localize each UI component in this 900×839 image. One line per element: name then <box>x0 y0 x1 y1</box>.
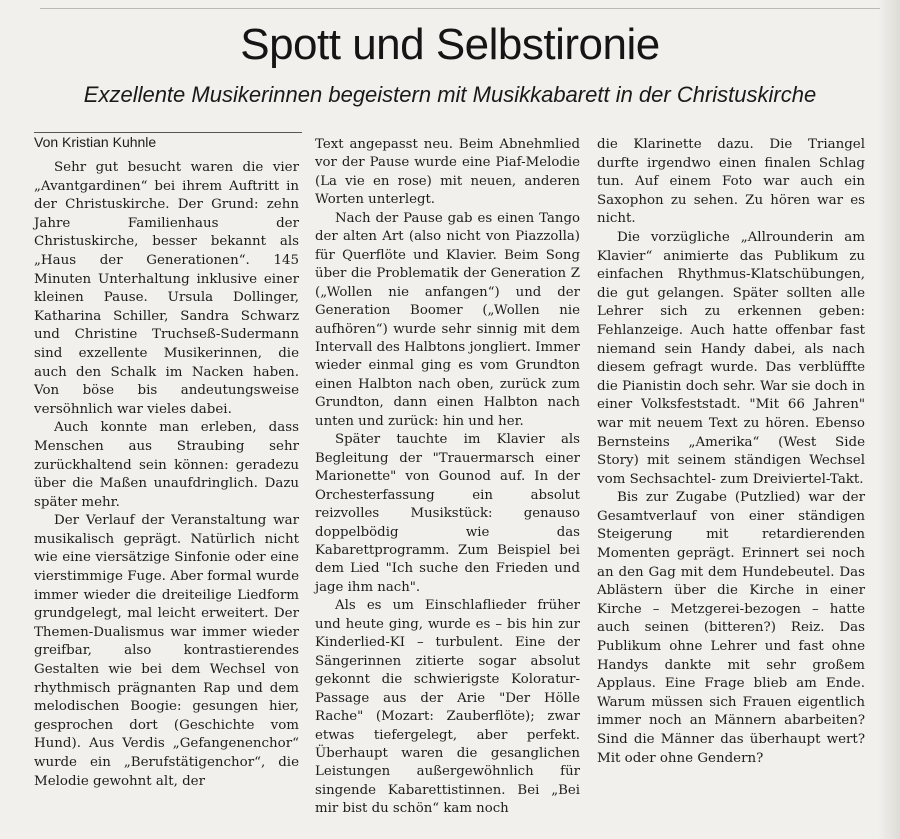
byline: Von Kristian Kuhnle <box>34 134 157 150</box>
paragraph: die Klarinette dazu. Die Triangel durfte irgendwo einen finalen Schlag tun. Auf einem Foto war auch ein Saxophon zu sehen. Zu hören war es nicht. <box>597 137 865 227</box>
paragraph: Nach der Pause gab es einen Tango der alten Art (also nicht von Piazzolla) für Querflöte und Klavier. Beim Song über die Problematik der Generation Z („Wollen nie anfangen“) und der Generation Boomer („Wollen nie aufhören“) wurde sehr sinnig mit dem Intervall des Halbtons jongliert. Immer wieder einmal ging es vom Grundton einen Halbton nach oben, zurück zum Grundton, dann einen Halbton nach unten und zurück: hin und her. <box>315 210 580 429</box>
subheadline: Exzellente Musikerinnen begeistern mit Musikkabarett in der Christuskirche <box>83 82 817 107</box>
paragraph: Text angepasst neu. Beim Abnehmlied vor der Pause wurde eine Piaf-Melodie (La vie en rose) mit neuen, anderen Worten unterlegt. <box>315 137 580 208</box>
page-edge-shadow <box>878 0 900 839</box>
paragraph: Später tauchte im Klavier als Begleitung der "Trauermarsch einer Marionette" von Gounod auf. In der Orchesterfassung ein absolut reizvolles Musikstück: genauso doppelbödig wie das Kabarettprogramm. Zum Beispiel bei dem Lied "Ich suche den Frieden und jage ihm nach". <box>315 432 580 595</box>
article-column-1 <box>34 159 299 791</box>
top-rule <box>40 8 880 9</box>
paragraph: Der Verlauf der Veranstaltung war musikalisch geprägt. Natürlich nicht wie eine viersätzige Sinfonie oder eine vierstimmige Fuge. Aber formal wurde immer wieder die dreiteilige Liedform grundgelegt, mal leicht erweitert. Der Themen-Dualismus war immer wieder greifbar, also kontrastierendes Gestalten wie bei dem Wechsel von rhythmisch prägnanten Rap und dem melodischen Boogie: gesungen hier, gesprochen dort (Geschichte vom Hund). Aus Verdis „Gefangenenchor“ wurde ein „Berufstätigenchor“, die Melodie gewohnt alt, der <box>34 513 299 789</box>
paragraph: Als es um Einschlaflieder früher und heute ging, wurde es – bis hin zur Kinderlied-KI – turbulent. Eine der Sängerinnen zitierte sogar absolut gekonnt die schwierigste Koloratur-Passage aus der Arie "Der Hölle Rache" (Mozart: Zauberflöte); zwar etwas tiefergelegt, aber perfekt. Überhaupt waren die gesanglichen Leistungen außergewöhnlich für singende Kabarettistinnen. Bei „Bei mir bist du schön“ kam noch <box>315 598 580 817</box>
article-column-2 <box>315 136 580 819</box>
byline-rule <box>34 132 302 133</box>
article-column-3 <box>597 136 865 768</box>
paragraph: Sehr gut besucht waren die vier „Avantgardinen“ bei ihrem Auftritt in der Christuskirche. Der Grund: zehn Jahre Familienhaus der Christuskirche, besser bekannt als „Haus der Generationen“. 145 Minuten Unterhaltung inklusive einer kleinen Pause. Ursula Dollinger, Katharina Schiller, Sandra Schwarz und Christine Truchseß-Sudermann sind exzellente Musikerinnen, die auch den Schalk im Nacken haben. Von böse bis andeutungsweise versöhnlich war vieles dabei. <box>34 160 299 417</box>
paragraph: Auch konnte man erleben, dass Menschen aus Straubing sehr zurückhaltend sein können: geradezu über die Maßen unaufdringlich. Dazu später mehr. <box>34 420 299 510</box>
paragraph: Die vorzügliche „Allrounderin am Klavier“ animierte das Publikum zu einfachen Rhythmus-Klatschübungen, die gut gelangen. Später sollten alle Lehrer sich zu erkennen geben: Fehlanzeige. Auch hatte offenbar fast niemand sein Handy dabei, als nach diesem gefragt wurde. Das verblüffte die Pianistin doch sehr. War sie doch in einer Volksfeststadt. "Mit 66 Jahren" war mit neuem Text zu hören. Ebenso Bernsteins „Amerika“ (West Side Story) mit seinem ständigen Wechsel vom Sechsachtel- zum Dreiviertel-Takt. <box>597 229 865 487</box>
headline: Spott und Selbstironie <box>240 20 660 69</box>
paragraph: Bis zur Zugabe (Putzlied) war der Gesamtverlauf von einer ständigen Steigerung mit retardierenden Momenten geprägt. Erinnert sei noch an den Gag mit dem Hundebeutel. Das Ablästern über die Kirche in einer Kirche – Metzgerei-bezogen – hatte auch seinen (bitteren?) Reiz. Das Publikum ohne Lehrer und fast ohne Handys dankte mit sehr großem Applaus. Eine Frage blieb am Ende. Warum müssen sich Frauen eigentlich immer noch an Männern abarbeiten? Sind die Männer das überhaupt wert? Mit oder ohne Gendern? <box>597 490 865 766</box>
